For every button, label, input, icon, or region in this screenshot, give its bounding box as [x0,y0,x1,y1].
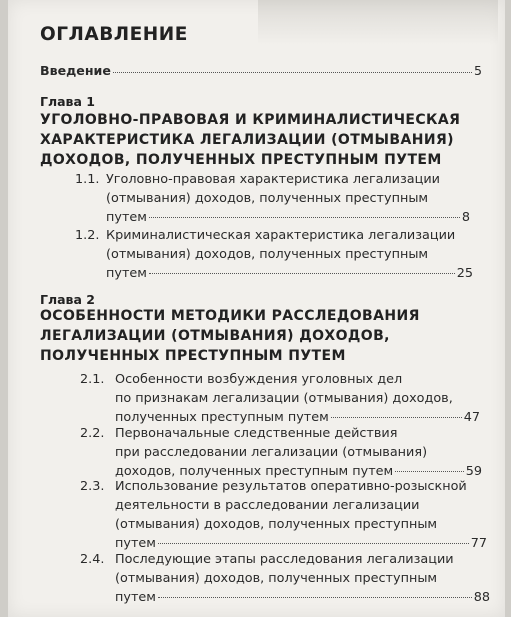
toc-entry-2-2[interactable] [80,424,482,482]
section-text: доходов, полученных преступным путем [115,464,394,479]
chapter-1-label: Глава 1 [40,94,95,109]
section-text: путем [106,266,147,281]
chapter-2-title [40,306,420,366]
chapter-1-title-line: УГОЛОВНО-ПРАВОВАЯ И КРИМИНАЛИСТИЧЕСКАЯ [40,112,461,128]
section-text: Уголовно-правовая характеристика легализации [106,172,440,187]
section-text: (отмывания) доходов, полученных преступным [115,517,438,532]
section-number: 2.1. [80,372,105,387]
bleed-through-shadow [258,0,498,45]
section-number: 2.3. [80,479,105,494]
section-number: 2.2. [80,426,105,441]
chapter-1-title-line: ХАРАКТЕРИСТИКА ЛЕГАЛИЗАЦИИ (ОТМЫВАНИЯ) [40,132,454,148]
intro-page: 5 [473,63,482,78]
toc-title: ОГЛАВЛЕНИЕ [40,24,188,45]
chapter-2-title-line: ОСОБЕННОСТИ МЕТОДИКИ РАССЛЕДОВАНИЯ [40,308,420,324]
toc-entry-1-1[interactable] [75,170,470,228]
section-text: (отмывания) доходов, полученных преступным [106,247,429,262]
section-number: 1.1. [75,172,100,187]
chapter-2-label: Глава 2 [40,292,95,307]
section-text: Использование результатов оперативно-розыскной [115,479,467,494]
section-page: 47 [463,410,480,425]
book-page [8,0,505,617]
section-text: при расследовании легализации (отмывания) [115,445,428,460]
chapter-1-title-line: ДОХОДОВ, ПОЛУЧЕННЫХ ПРЕСТУПНЫМ ПУТЕМ [40,152,442,168]
section-text: деятельности в расследовании легализации [115,498,420,513]
section-page: 88 [473,590,490,605]
section-page: 25 [456,266,473,281]
toc-entry-2-3[interactable] [80,477,487,554]
leader-dots [149,217,460,218]
section-text: Особенности возбуждения уголовных дел [115,372,403,387]
section-text: Первоначальные следственные действия [115,426,398,441]
section-page: 59 [465,464,482,479]
toc-entry-1-2[interactable] [75,226,473,284]
toc-entry-intro[interactable] [40,62,482,79]
toc-entry-2-4[interactable] [80,550,490,608]
leader-dots [395,471,464,472]
leader-dots [331,417,462,418]
leader-dots [113,71,472,73]
chapter-2-title-line: ПОЛУЧЕННЫХ ПРЕСТУПНЫМ ПУТЕМ [40,348,346,364]
intro-label: Введение [40,63,111,78]
section-text: (отмывания) доходов, полученных преступным [106,191,429,206]
section-text: Последующие этапы расследования легализации [115,552,454,567]
chapter-1-title [40,110,460,170]
section-text: Криминалистическая характеристика легализации [106,228,456,243]
section-text: полученных преступным путем [115,410,329,425]
section-text: по признакам легализации (отмывания) доходов, [115,391,453,406]
section-page: 77 [470,536,487,551]
section-text: путем [115,536,156,551]
leader-dots [158,543,469,544]
section-text: (отмывания) доходов, полученных преступным [115,571,438,586]
leader-dots [158,597,472,598]
leader-dots [149,273,455,274]
section-number: 2.4. [80,552,105,567]
section-text: путем [106,210,147,225]
section-number: 1.2. [75,228,100,243]
section-text: путем [115,590,156,605]
section-page: 8 [461,210,470,225]
toc-entry-2-1[interactable] [80,370,480,428]
chapter-2-title-line: ЛЕГАЛИЗАЦИИ (ОТМЫВАНИЯ) ДОХОДОВ, [40,328,390,344]
